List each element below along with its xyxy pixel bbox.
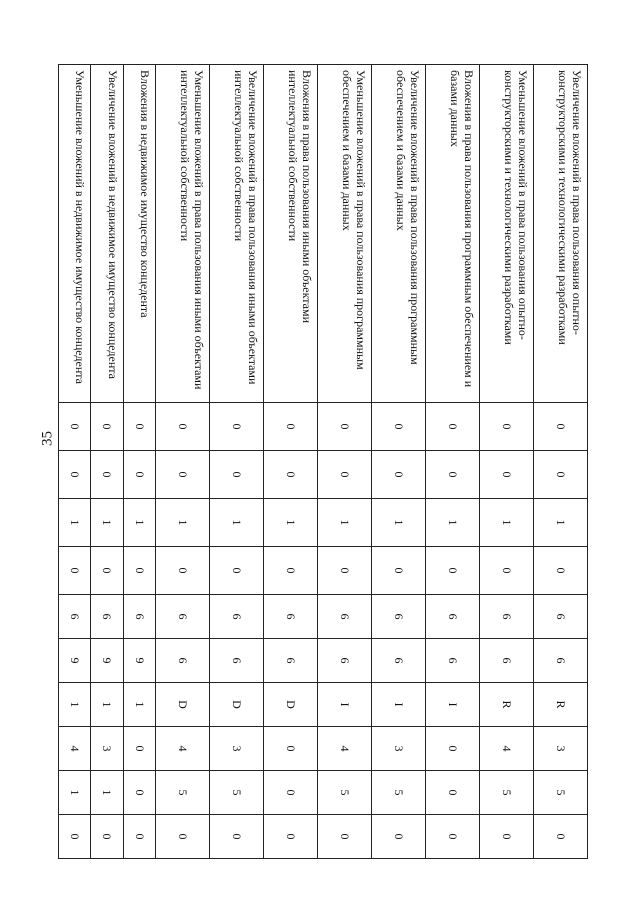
code-cell: 0 bbox=[210, 815, 264, 859]
code-cell: 6 bbox=[264, 639, 318, 683]
table-frame bbox=[58, 64, 588, 844]
code-cell: 4 bbox=[318, 727, 372, 771]
code-cell: 1 bbox=[91, 771, 123, 815]
code-cell: 0 bbox=[534, 815, 588, 859]
code-cell: R bbox=[534, 683, 588, 727]
code-cell: 6 bbox=[59, 595, 92, 639]
code-cell: 1 bbox=[91, 499, 123, 547]
row-label: Уменьшение вложений в недвижимое имущество концедента bbox=[59, 65, 92, 403]
code-cell: 0 bbox=[123, 771, 155, 815]
code-cell: 1 bbox=[59, 683, 92, 727]
code-cell: 0 bbox=[426, 451, 480, 499]
row-label: Увеличение вложений в права пользования иными объектами интеллектуальной собственности bbox=[210, 65, 264, 403]
code-cell: 6 bbox=[426, 595, 480, 639]
code-cell: 0 bbox=[426, 727, 480, 771]
code-cell: 6 bbox=[534, 639, 588, 683]
code-cell: 0 bbox=[59, 403, 92, 451]
code-cell: 0 bbox=[534, 403, 588, 451]
code-cell: 1 bbox=[480, 499, 534, 547]
code-cell: 6 bbox=[426, 639, 480, 683]
row-label: Уменьшение вложений в права пользования программным обеспечением и базами данных bbox=[318, 65, 372, 403]
code-cell: 0 bbox=[480, 815, 534, 859]
code-cell: 1 bbox=[426, 499, 480, 547]
table-row bbox=[59, 65, 92, 859]
code-cell: 0 bbox=[59, 451, 92, 499]
code-cell: 4 bbox=[156, 727, 210, 771]
code-cell: 0 bbox=[426, 815, 480, 859]
page-content bbox=[58, 64, 588, 844]
code-cell: D bbox=[210, 683, 264, 727]
code-cell: 6 bbox=[534, 595, 588, 639]
code-cell: 0 bbox=[426, 403, 480, 451]
code-cell: 1 bbox=[123, 499, 155, 547]
code-cell: 6 bbox=[318, 639, 372, 683]
code-cell: I bbox=[318, 683, 372, 727]
code-cell: 0 bbox=[534, 547, 588, 595]
code-cell: 0 bbox=[264, 547, 318, 595]
code-cell: 0 bbox=[210, 451, 264, 499]
table-row bbox=[426, 65, 480, 859]
code-cell: 0 bbox=[264, 771, 318, 815]
code-cell: 6 bbox=[480, 639, 534, 683]
code-cell: 0 bbox=[123, 451, 155, 499]
code-cell: 0 bbox=[426, 771, 480, 815]
code-cell: 0 bbox=[372, 403, 426, 451]
code-cell: 0 bbox=[156, 815, 210, 859]
code-cell: 3 bbox=[91, 727, 123, 771]
code-cell: 5 bbox=[156, 771, 210, 815]
code-cell: 1 bbox=[534, 499, 588, 547]
code-cell: 6 bbox=[480, 595, 534, 639]
code-cell: 0 bbox=[480, 547, 534, 595]
code-cell: 1 bbox=[372, 499, 426, 547]
code-cell: 0 bbox=[372, 451, 426, 499]
table-body bbox=[59, 65, 588, 859]
code-cell: 0 bbox=[372, 815, 426, 859]
table-row bbox=[480, 65, 534, 859]
code-cell: 5 bbox=[372, 771, 426, 815]
code-cell: 3 bbox=[534, 727, 588, 771]
code-cell: 1 bbox=[59, 499, 92, 547]
code-cell: 0 bbox=[480, 403, 534, 451]
code-cell: D bbox=[156, 683, 210, 727]
code-cell: 0 bbox=[91, 547, 123, 595]
code-cell: 0 bbox=[480, 451, 534, 499]
table-row bbox=[210, 65, 264, 859]
table-row bbox=[91, 65, 123, 859]
row-label: Увеличение вложений в недвижимое имущество концедента bbox=[91, 65, 123, 403]
row-label: Увеличение вложений в права пользования опытно-конструкторскими и технологическими разработками bbox=[534, 65, 588, 403]
code-cell: 6 bbox=[372, 639, 426, 683]
code-cell: 0 bbox=[123, 403, 155, 451]
code-cell: 9 bbox=[123, 639, 155, 683]
code-cell: I bbox=[426, 683, 480, 727]
code-cell: 5 bbox=[210, 771, 264, 815]
code-cell: 0 bbox=[264, 451, 318, 499]
table-row bbox=[318, 65, 372, 859]
code-cell: 5 bbox=[318, 771, 372, 815]
code-cell: 0 bbox=[534, 451, 588, 499]
page-number: 35 bbox=[39, 431, 56, 446]
code-cell: 0 bbox=[318, 815, 372, 859]
table-row bbox=[372, 65, 426, 859]
code-cell: 0 bbox=[264, 403, 318, 451]
code-cell: 0 bbox=[264, 727, 318, 771]
row-label: Увеличение вложений в права пользования программным обеспечением и базами данных bbox=[372, 65, 426, 403]
code-cell: 5 bbox=[534, 771, 588, 815]
code-cell: 0 bbox=[156, 403, 210, 451]
code-cell: 0 bbox=[318, 547, 372, 595]
code-cell: 6 bbox=[264, 595, 318, 639]
code-cell: 6 bbox=[318, 595, 372, 639]
code-cell: 1 bbox=[264, 499, 318, 547]
code-cell: 0 bbox=[264, 815, 318, 859]
code-cell: 0 bbox=[59, 815, 92, 859]
row-label: Уменьшение вложений в права пользования иными объектами интеллектуальной собственности bbox=[156, 65, 210, 403]
code-cell: 6 bbox=[91, 595, 123, 639]
code-cell: 1 bbox=[210, 499, 264, 547]
code-cell: 0 bbox=[91, 451, 123, 499]
code-cell: 0 bbox=[210, 547, 264, 595]
code-cell: I bbox=[372, 683, 426, 727]
code-cell: 0 bbox=[426, 547, 480, 595]
code-cell: 1 bbox=[123, 683, 155, 727]
code-cell: 4 bbox=[59, 727, 92, 771]
code-cell: 0 bbox=[59, 547, 92, 595]
code-cell: 6 bbox=[156, 639, 210, 683]
code-cell: 0 bbox=[318, 403, 372, 451]
code-cell: 6 bbox=[123, 595, 155, 639]
code-cell: 9 bbox=[91, 639, 123, 683]
code-cell: 0 bbox=[123, 815, 155, 859]
code-cell: 5 bbox=[480, 771, 534, 815]
row-label: Вложения в недвижимое имущество концедента bbox=[123, 65, 155, 403]
table-row bbox=[123, 65, 155, 859]
code-cell: 6 bbox=[156, 595, 210, 639]
code-cell: 4 bbox=[480, 727, 534, 771]
code-cell: R bbox=[480, 683, 534, 727]
code-cell: 1 bbox=[156, 499, 210, 547]
code-cell: 1 bbox=[91, 683, 123, 727]
row-label: Вложения в права пользования программным обеспечением и базами данных bbox=[426, 65, 480, 403]
code-cell: 6 bbox=[372, 595, 426, 639]
code-cell: 0 bbox=[210, 403, 264, 451]
accounts-table bbox=[58, 64, 588, 859]
code-cell: 6 bbox=[210, 639, 264, 683]
row-label: Вложения в права пользования иными объектами интеллектуальной собственности bbox=[264, 65, 318, 403]
code-cell: 0 bbox=[91, 403, 123, 451]
row-label: Уменьшение вложений в права пользования опытно-конструкторскими и технологическими разработками bbox=[480, 65, 534, 403]
code-cell: 1 bbox=[59, 771, 92, 815]
code-cell: 0 bbox=[156, 547, 210, 595]
code-cell: 1 bbox=[318, 499, 372, 547]
code-cell: 3 bbox=[210, 727, 264, 771]
code-cell: 0 bbox=[91, 815, 123, 859]
code-cell: D bbox=[264, 683, 318, 727]
code-cell: 9 bbox=[59, 639, 92, 683]
code-cell: 3 bbox=[372, 727, 426, 771]
table-row bbox=[264, 65, 318, 859]
code-cell: 0 bbox=[123, 547, 155, 595]
code-cell: 0 bbox=[123, 727, 155, 771]
code-cell: 6 bbox=[210, 595, 264, 639]
code-cell: 0 bbox=[318, 451, 372, 499]
table-row bbox=[156, 65, 210, 859]
table-row bbox=[534, 65, 588, 859]
code-cell: 0 bbox=[156, 451, 210, 499]
code-cell: 0 bbox=[372, 547, 426, 595]
